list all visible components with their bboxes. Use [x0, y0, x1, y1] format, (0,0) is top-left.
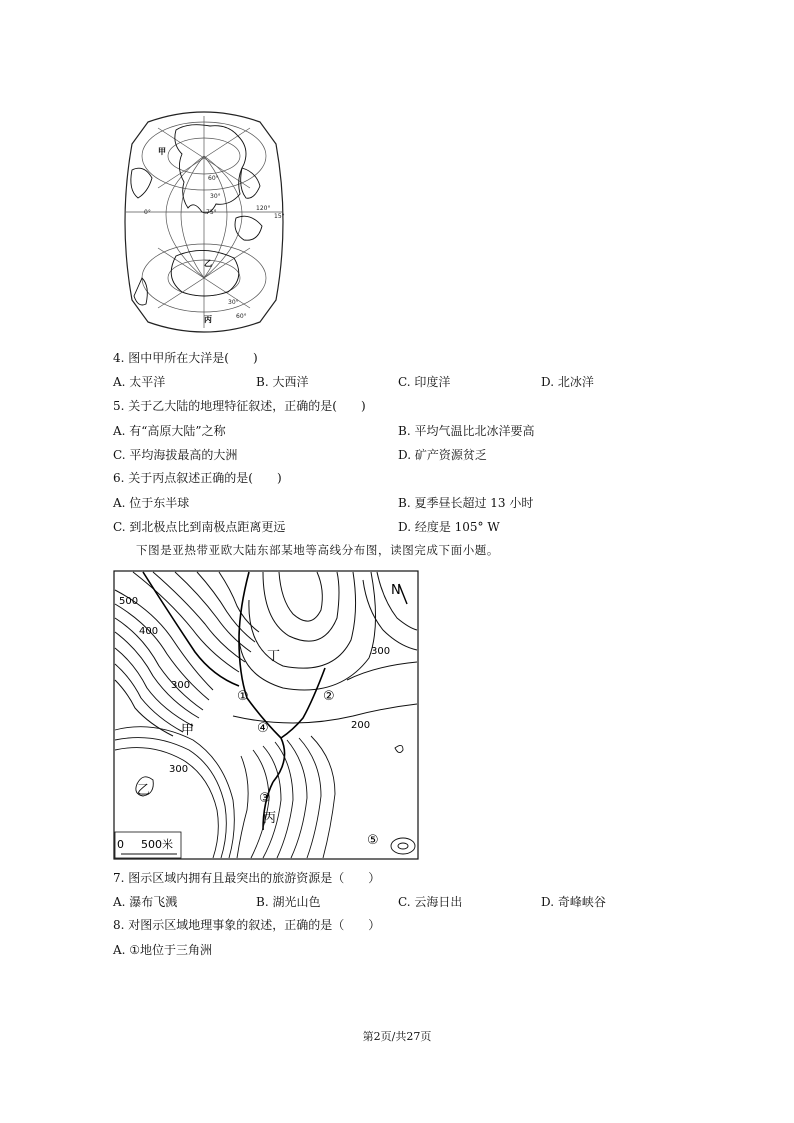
page-number-footer: 第2页/共27页 [362, 1030, 432, 1043]
bing-label: 丙 [204, 315, 212, 324]
q4-option-b[interactable]: B. 大西洋 [256, 375, 309, 389]
q7-option-d[interactable]: D. 奇峰峡谷 [541, 895, 606, 909]
question-8-stem: 8. 对图示区域地理事象的叙述，正确的是（ ） [113, 918, 381, 932]
contour-300-label-south: 300 [169, 764, 189, 775]
scale-500m-label: 500米 [141, 838, 173, 851]
north-label: N [391, 583, 401, 598]
question-7-stem: 7. 图示区域内拥有且最突出的旅游资源是（ ） [113, 871, 381, 885]
q5-option-a[interactable]: A. 有“高原大陆”之称 [113, 424, 226, 438]
q5-option-d[interactable]: D. 矿产资源贫乏 [398, 448, 487, 462]
contour-200-label: 200 [351, 720, 371, 731]
place-bing-label: 丙 [263, 811, 277, 826]
s-60-label: 60° [236, 313, 247, 320]
point-2-label: ② [323, 689, 335, 704]
lon-120-label: 120° [256, 205, 271, 212]
point-3-label: ③ [259, 791, 271, 806]
place-jia-label: 甲 [181, 723, 195, 738]
contour-map-figure [113, 570, 419, 860]
yi-label: 乙 [204, 259, 212, 268]
q4-option-d[interactable]: D. 北冰洋 [541, 375, 594, 389]
lon-15-label: 15° [274, 213, 285, 220]
q6-option-b[interactable]: B. 夏季昼长超过 13 小时 [398, 496, 534, 510]
contour-300-label-east: 300 [371, 646, 391, 657]
point-5-label: ⑤ [367, 833, 379, 848]
scale-zero-label: 0 [117, 838, 124, 851]
contour-500-label: 500 [119, 596, 139, 607]
place-yi-label: 乙 [137, 783, 151, 798]
q5-option-b[interactable]: B. 平均气温比北冰洋要高 [398, 424, 535, 438]
q7-option-b[interactable]: B. 湖光山色 [256, 895, 321, 909]
world-map-figure [118, 108, 290, 336]
contour-map-intro: 下图是亚热带亚欧大陆东部某地等高线分布图，读图完成下面小题。 [136, 543, 499, 557]
point-4-label: ④ [257, 721, 269, 736]
lat-60-label: 60° [208, 175, 219, 182]
q7-option-a[interactable]: A. 瀑布飞溅 [113, 895, 178, 909]
point-1-label: ① [237, 689, 249, 704]
place-ding-label: 丁 [267, 649, 281, 664]
q4-option-c[interactable]: C. 印度洋 [398, 375, 451, 389]
question-5-stem: 5. 关于乙大陆的地理特征叙述，正确的是( ) [113, 399, 366, 413]
question-6-stem: 6. 关于丙点叙述正确的是( ) [113, 471, 282, 485]
jia-label: 甲 [158, 147, 166, 156]
q6-option-c[interactable]: C. 到北极点比到南极点距离更远 [113, 520, 286, 534]
q5-option-c[interactable]: C. 平均海拔最高的大洲 [113, 448, 238, 462]
q8-option-a[interactable]: A. ①地位于三角洲 [113, 943, 213, 957]
lat-30-label: 30° [210, 193, 221, 200]
contour-300-label-west: 300 [171, 680, 191, 691]
contour-400-label: 400 [139, 626, 159, 637]
q6-option-d[interactable]: D. 经度是 105° W [398, 520, 500, 534]
q4-option-a[interactable]: A. 太平洋 [113, 375, 166, 389]
lon-75-label: 75° [206, 209, 217, 216]
q6-option-a[interactable]: A. 位于东半球 [113, 496, 190, 510]
s-30-label: 30° [228, 299, 239, 306]
lat-0-label: 0° [144, 209, 151, 216]
q7-option-c[interactable]: C. 云海日出 [398, 895, 463, 909]
question-4-stem: 4. 图中甲所在大洋是( ) [113, 351, 258, 365]
